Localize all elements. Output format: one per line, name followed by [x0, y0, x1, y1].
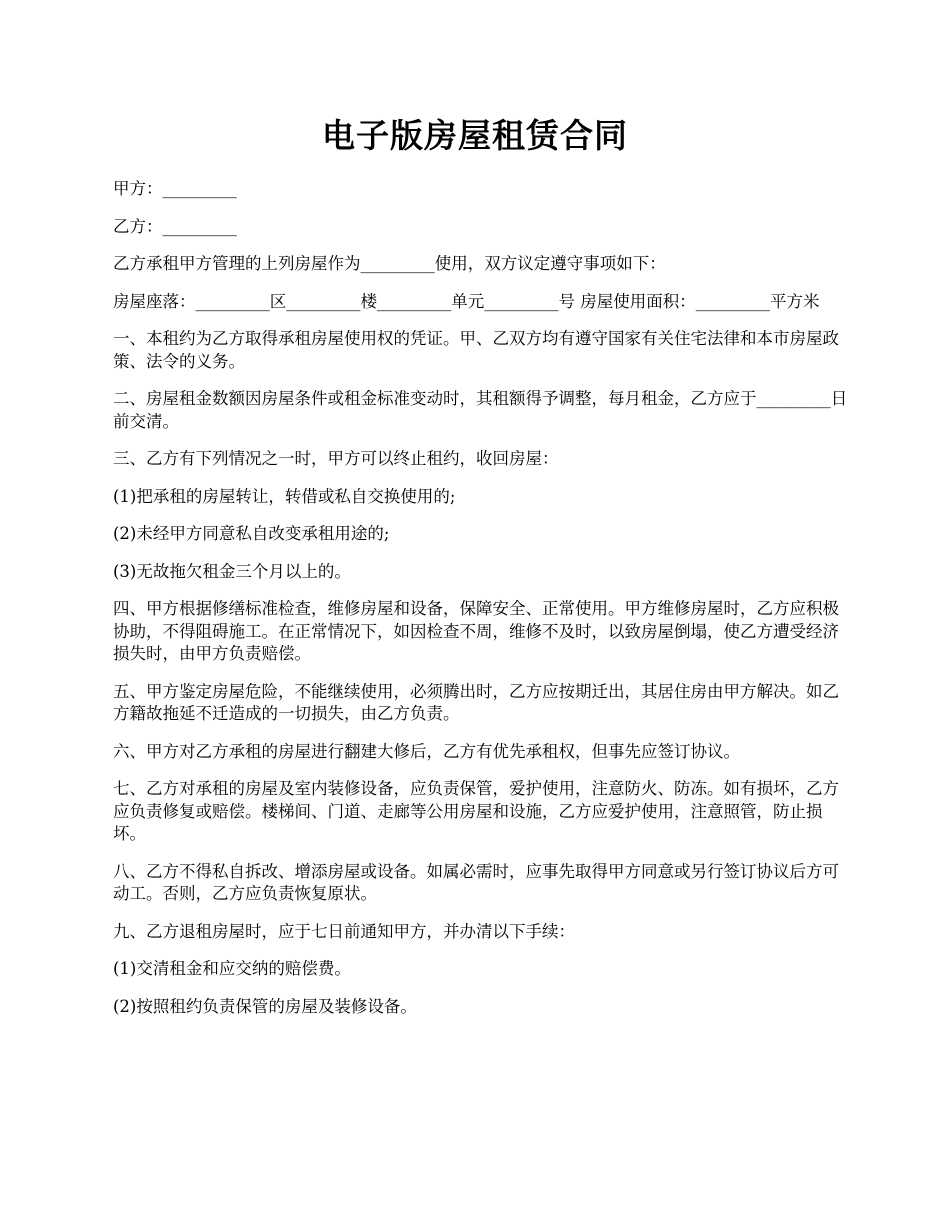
clause-9-item-1: (1)交清租金和应交纳的赔偿费。 — [113, 959, 351, 978]
clause-3-item-1: (1)把承租的房屋转让，转借或私自交换使用的; — [113, 486, 456, 506]
clause-9: 九、乙方退租房屋时，应于七日前通知甲方，并办清以下手续： — [113, 921, 575, 941]
clause-3-item-2: (2)未经甲方同意私自改变承租用途的; — [113, 524, 390, 543]
clause-9-item-2: (2)按照租约负责保管的房屋及装修设备。 — [113, 996, 417, 1016]
usage-intro: 乙方承租甲方管理的上列房屋作为_________使用，双方议定遵守事项如下： — [113, 254, 666, 273]
clause-3-item-3: (3)无故拖欠租金三个月以上的。 — [113, 561, 351, 581]
clause-6: 六、甲方对乙方承租的房屋进行翻建大修后，乙方有优先承租权，但事先应签订协议。 — [113, 741, 740, 761]
clause-7: 七、乙方对承租的房屋及室内装修设备，应负责保管，爱护使用，注意防火、防冻。如有损坏，乙方应负责修复或赔偿。楼梯间、门道、走廊等公用房屋和设施，乙方应爱护使用，注意照管，防止损坏。 — [113, 779, 839, 843]
clause-2: 二、房屋租金数额因房屋条件或租金标准变动时，其租额得予调整，每月租金，乙方应于_________日前交清。 — [113, 389, 848, 431]
document-title: 电子版房屋租赁合同 — [322, 116, 628, 155]
clause-8: 八、乙方不得私自拆改、增添房屋或设备。如属必需时，应事先取得甲方同意或另行签订协议后方可动工。否则，乙方应负责恢复原状。 — [113, 861, 839, 903]
contract-body — [113, 178, 848, 1033]
clause-1: 一、本租约为乙方取得承租房屋使用权的凭证。甲、乙双方均有遵守国家有关住宅法律和本市房屋政策、法令的义务。 — [113, 329, 839, 371]
party-a-line: 甲方：_________ — [113, 179, 237, 198]
clause-4: 四、甲方根据修缮标准检查，维修房屋和设备，保障安全、正常使用。甲方维修房屋时，乙方应积极协助，不得阻碍施工。在正常情况下，如因检查不周，维修不及时，以致房屋倒塌，使乙方遭受经济损失时，由甲方负责赔偿。 — [113, 599, 839, 663]
property-location: 房屋座落：_________区_________楼_________单元_________号 房屋使用面积：_________平方米 — [113, 291, 820, 311]
clause-3: 三、乙方有下列情况之一时，甲方可以终止租约，收回房屋： — [113, 449, 559, 468]
party-b-line: 乙方：_________ — [113, 216, 237, 236]
clause-5: 五、甲方鉴定房屋危险，不能继续使用，必须腾出时，乙方应按期迁出，其居住房由甲方解决。如乙方籍故拖延不迁造成的一切损失，由乙方负责。 — [113, 681, 839, 723]
